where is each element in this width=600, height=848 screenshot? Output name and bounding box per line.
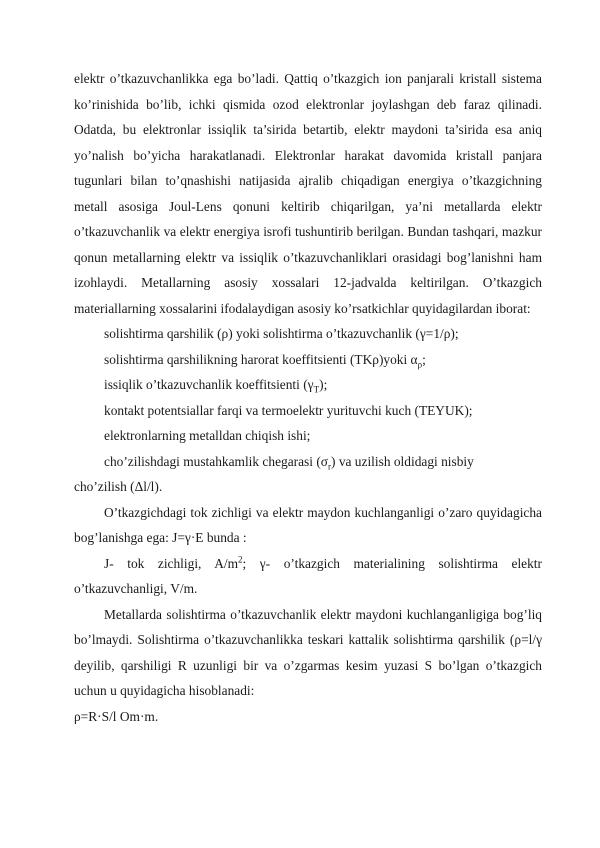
list-item-text: ) va uzilish oldidagi nisbiy — [331, 453, 474, 469]
list-item-text: cho’zilishdagi mustahkamlik chegarasi (σ — [104, 453, 329, 469]
paragraph-current-density: O’tkazgichdagi tok zichligi va elektr maydon kuchlanganligi o’zaro quyidagicha bog’lanishga ega: J=γ·E bunda : — [74, 504, 542, 545]
list-item-text: ; — [422, 351, 426, 367]
paragraph-definitions — [74, 551, 542, 602]
list-item — [74, 449, 542, 475]
properties-list — [74, 321, 542, 500]
subscript: ρ — [417, 359, 423, 370]
list-item-text: solishtirma qarshilikning harorat koeffitsienti (TKρ)yoki α — [104, 351, 418, 367]
subscript: T — [313, 384, 320, 395]
list-item — [74, 347, 542, 373]
list-item-continuation: cho’zilish (Δl/l). — [74, 479, 163, 494]
resistivity-formula: ρ=R·S/l Om·m. — [74, 708, 159, 724]
list-item-text: issiqlik o’tkazuvchanlik koeffitsienti (γ — [104, 377, 314, 392]
list-item: kontakt potentsiallar farqi va termoelektr yurituvchi kuch (TEYUK); — [104, 402, 473, 418]
list-item: elektronlarning metalldan chiqish ishi; — [104, 428, 311, 443]
list-item: solishtirma qarshilik (ρ) yoki solishtirma o’tkazuvchanlik (γ=1/ρ); — [104, 326, 459, 341]
subscript: r — [328, 461, 332, 472]
list-item — [74, 372, 542, 398]
list-item-text: ); — [319, 377, 328, 392]
paragraph-resistivity: Metallarda solishtirma o’tkazuvchanlik elektr maydoni kuchlanganligiga bog’liq bo’lmaydi. Solishtirma o’tkazuvchanlikka teskari kattalik solishtirma qarshilik (ρ=l/γ deyilib, qarshiligi R uzunligi bir va o’zgarmas kesim yuzasi S bo’lgan o’tkazgich uchun u quyidagicha hisoblanadi: — [74, 606, 542, 698]
paragraph-intro: elektr o’tkazuvchanlikka ega bo’ladi. Qattiq o’tkazgich ion panjarali kristall sistema ko’rinishida bo’lib, ichki qismida ozod elektronlar joylashgan deb faraz qilinadi. Odatda, bu elektronlar issiqlik ta’sirida betartib, elektr maydoni ta’sirida esa aniq yo’nalish bo’yicha harakatlanadi. Elektronlar harakat davomida kristall panjara tugunlari bilan to’qnashishi natijasida ajralib chiqadigan energiya o’tkazgichning metall asosiga Joul-Lens qonuni keltirib chiqarilgan, ya’ni metallarda elektr o’tkazuvchanlik va elektr energiya isrofi tushuntirib berilgan. Bundan tashqari, mazkur qonun metallarning elektr va issiqlik o’tkazuvchanliklari orasidagi bog’lanishni ham izohlaydi. Metallarning asosiy xossalari 12-jadvalda keltirilgan. O’tkazgich materiallarning xossalarini ifodalaydigan asosiy ko’rsatkichlar quyidagilardan iborat: — [74, 71, 542, 316]
paragraph-text: ; γ- o’tkazgich materialining solishtirma elektr o’tkazuvchanligi, V/m. — [74, 555, 542, 596]
paragraph-text: J- tok zichligi, A/m — [104, 555, 238, 571]
superscript: 2 — [238, 554, 243, 565]
